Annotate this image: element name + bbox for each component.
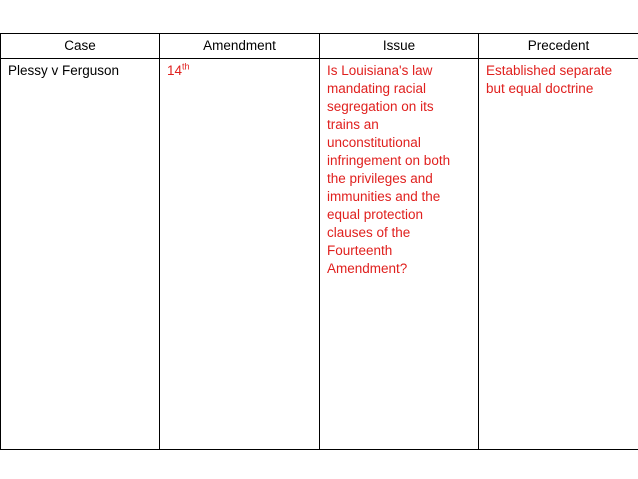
header-precedent: Precedent bbox=[479, 34, 638, 59]
header-issue: Issue bbox=[320, 34, 479, 59]
issue-cell bbox=[320, 59, 479, 450]
header-row bbox=[1, 34, 638, 59]
amendment-number: 14 bbox=[167, 63, 183, 78]
case-table bbox=[0, 33, 638, 450]
precedent-text: Established separate but equal doctrine bbox=[486, 63, 613, 96]
header-amendment: Amendment bbox=[160, 34, 320, 59]
amendment-value bbox=[167, 62, 315, 80]
case-cell bbox=[1, 59, 160, 450]
case-name: Plessy v Ferguson bbox=[8, 63, 120, 78]
amendment-ordinal-suffix: th bbox=[182, 61, 190, 72]
issue-text: Is Louisiana's law mandating racial segregation on its trains an unconstitutional infringement on both the privileges and immunities and the equal protection clauses of the Fourteenth Amendment? bbox=[327, 63, 451, 276]
precedent-cell bbox=[479, 59, 638, 450]
header-case: Case bbox=[1, 34, 160, 59]
table-row bbox=[1, 59, 638, 450]
amendment-cell bbox=[160, 59, 320, 450]
